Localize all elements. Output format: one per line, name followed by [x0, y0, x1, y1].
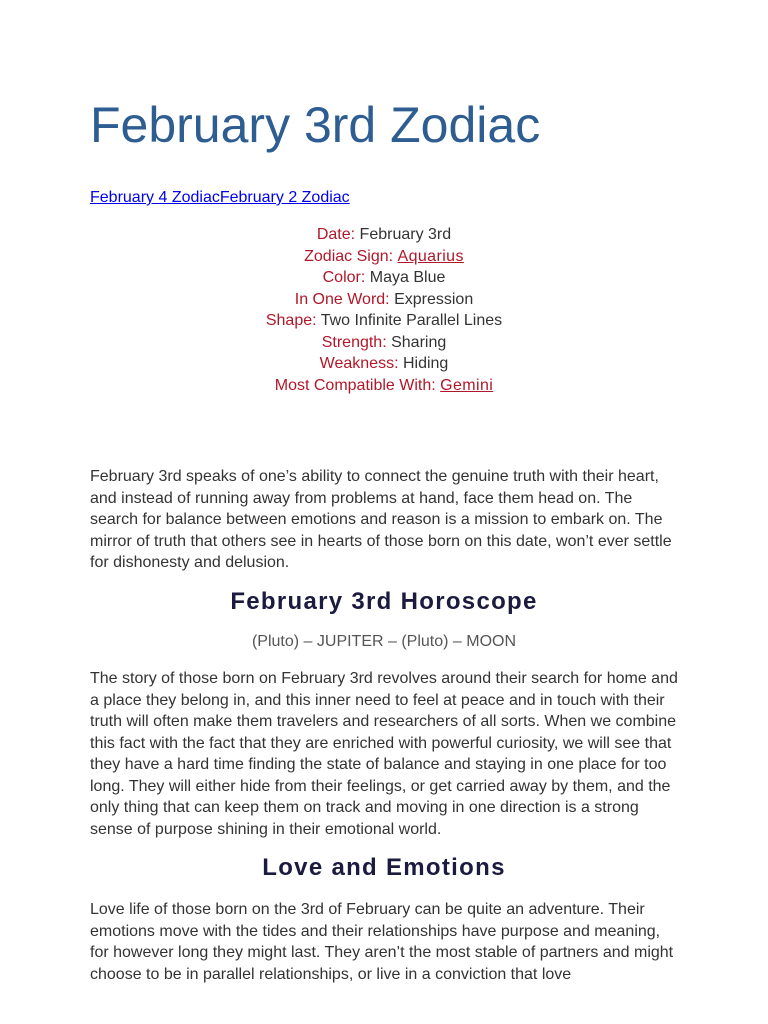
ruling-planets: (Pluto) – JUPITER – (Pluto) – MOON [251, 633, 517, 650]
fact-date [90, 224, 678, 246]
fact-value: February 3rd [359, 226, 452, 243]
fact-label: In One Word: [294, 290, 390, 308]
fact-label: Most Compatible With: [274, 376, 436, 394]
fact-label: Strength: [321, 333, 387, 351]
fact-label: Weakness: [319, 355, 399, 372]
zodiac-nav-links [90, 187, 350, 209]
horoscope-heading: February 3rd Horoscope [230, 588, 538, 615]
love-paragraph: Love life of those born on the 3rd of February can be quite an adventure. Their emotions move with the tides and their relationships have purpose and meaning, for however long they might last. They aren’t the most stable of partners and might choose to be in parallel relationships, or live in a conviction that love [90, 901, 674, 983]
fact-one-word [90, 289, 678, 311]
compatible-sign-link[interactable]: Gemini [440, 376, 494, 394]
fact-label: Zodiac Sign: [304, 247, 394, 265]
fact-label: Date: [316, 226, 356, 243]
page-title: February 3rd Zodiac [90, 97, 541, 153]
fact-value: Sharing [391, 333, 447, 351]
fact-value: Expression [394, 290, 474, 308]
love-heading: Love and Emotions [262, 854, 506, 881]
fact-label: Color: [322, 269, 366, 286]
fact-weakness [90, 353, 678, 375]
fact-value: Hiding [402, 355, 449, 372]
previous-day-link[interactable]: February 2 Zodiac [219, 189, 350, 206]
zodiac-facts [90, 224, 678, 396]
fact-strength [90, 332, 678, 354]
fact-value: Maya Blue [369, 269, 446, 286]
fact-compatible [90, 375, 678, 397]
next-day-link[interactable]: February 4 Zodiac [90, 189, 220, 206]
fact-shape [90, 310, 678, 332]
fact-zodiac-sign [90, 246, 678, 268]
horoscope-paragraph: The story of those born on February 3rd revolves around their search for home and a place they belong in, and this inner need to feel at peace and in touch with their truth will often make them travelers and researchers of all sorts. When we combine this fact with the fact that they are enriched with powerful curiosity, we will see that they have a hard time finding the state of balance and staying in one place for too long. They will either hide from their feelings, or get carried away by them, and the only thing that can keep them on track and moving in one direction is a strong sense of purpose shining in their emotional world. [90, 670, 678, 838]
fact-label: Shape: [265, 312, 317, 329]
intro-paragraph: February 3rd speaks of one’s ability to connect the genuine truth with their heart, and instead of running away from problems at hand, face them head on. The search for balance between emotions and reason is a mission to embark on. The mirror of truth that others see in hearts of those born on this date, won’t ever settle for dishonesty and delusion. [90, 468, 672, 571]
fact-value: Two Infinite Parallel Lines [320, 312, 503, 329]
zodiac-sign-link[interactable]: Aquarius [397, 247, 464, 265]
fact-color [90, 267, 678, 289]
